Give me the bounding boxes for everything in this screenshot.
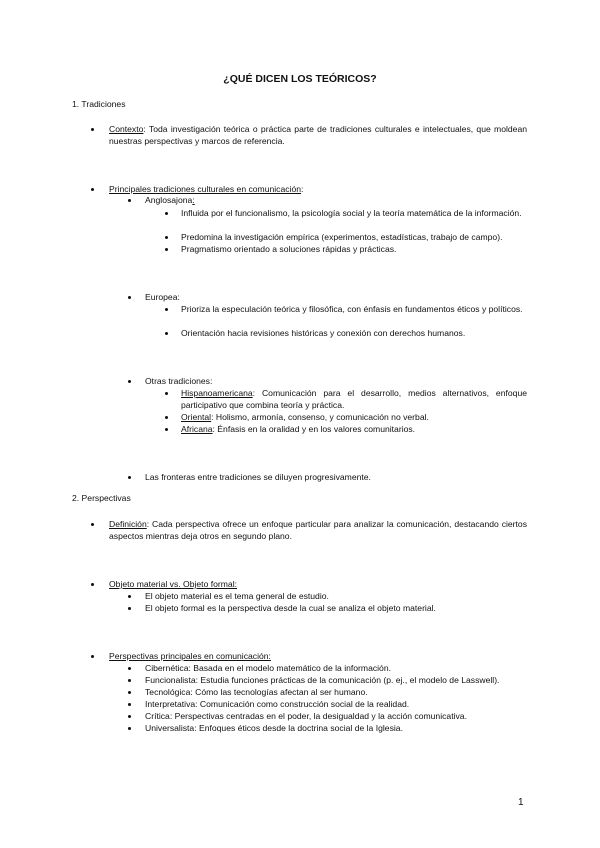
item-text: : Énfasis en la oralidad y en los valores comunitarios. [212,424,416,434]
list-item: Pragmatismo orientado a soluciones rápidas y prácticas. [181,243,527,255]
list-item-perspectivas-principales [109,650,527,662]
term-label: Africana [181,424,213,434]
list-item: Tecnológica: Cómo las tecnologías afectan al ser humano. [145,686,527,698]
list-item: Crítica: Perspectivas centradas en el poder, la desigualdad y la acción comunicativa. [145,710,527,722]
item-text: : [301,184,304,194]
list-item: Interpretativa: Comunicación como construcción social de la realidad. [145,698,527,710]
list-item: Influida por el funcionalismo, la psicología social y la teoría matemática de la información. [181,207,527,219]
item-text: : Holismo, armonía, consenso, y comunicación no verbal. [211,412,429,422]
list-item-contexto [109,123,527,147]
list-item: Universalista: Enfoques éticos desde la doctrina social de la Iglesia. [145,722,527,734]
page-number: 1 [518,797,524,808]
item-text: : Cada perspectiva ofrece un enfoque particular para analizar la comunicación, destacando ciertos aspectos mientras deja otros en segundo plano. [109,519,527,541]
section-heading-tradiciones: 1. Tradiciones [72,99,126,109]
list-item: Orientación hacia revisiones históricas y conexión con derechos humanos. [181,327,527,339]
list-item-anglosajona [145,194,527,206]
colon: : [192,195,195,205]
list-item-otras-tradiciones: Otras tradiciones: [145,375,527,387]
item-text: : Comunicación para el desarrollo, medios alternativos, enfoque participativo que combina teoría y práctica. [181,388,527,410]
list-item: Funcionalista: Estudia funciones prácticas de la comunicación (p. ej., el modelo de Lasswell). [145,674,527,686]
term-label: Definición [109,519,147,529]
item-text: : Toda investigación teórica o práctica parte de tradiciones culturales e intelectuales, que moldean nuestras perspectivas y marcos de referencia. [109,124,527,146]
term-label: Contexto [109,124,144,134]
list-item: El objeto material es el tema general de estudio. [145,590,527,602]
term-label: Perspectivas principales en comunicación: [109,651,271,661]
term-label: Principales tradiciones culturales en comunicación [109,184,302,194]
list-item: Prioriza la especulación teórica y filosófica, con énfasis en fundamentos éticos y políticos. [181,303,527,315]
list-item: El objeto formal es la perspectiva desde la cual se analiza el objeto material. [145,602,527,614]
list-item-hispanoamericana [181,387,527,411]
term-label: Anglosajona [145,195,193,205]
page-title: ¿QUÉ DICEN LOS TEÓRICOS? [223,73,377,85]
list-item: Cibernética: Basada en el modelo matemático de la información. [145,662,527,674]
section-heading-perspectivas: 2. Perspectivas [72,493,131,503]
term-label: Hispanoamericana [181,388,253,398]
list-item-objeto [109,578,527,590]
list-item-fronteras: Las fronteras entre tradiciones se diluyen progresivamente. [145,471,527,483]
list-item-oriental [181,411,527,423]
list-item-definicion [109,518,527,542]
term-label: Objeto material vs. Objeto formal: [109,579,237,589]
list-item: Predomina la investigación empírica (experimentos, estadísticas, trabajo de campo). [181,231,527,243]
list-item-europea: Europea: [145,291,527,303]
term-label: Oriental [181,412,212,422]
list-item-africana [181,423,527,435]
